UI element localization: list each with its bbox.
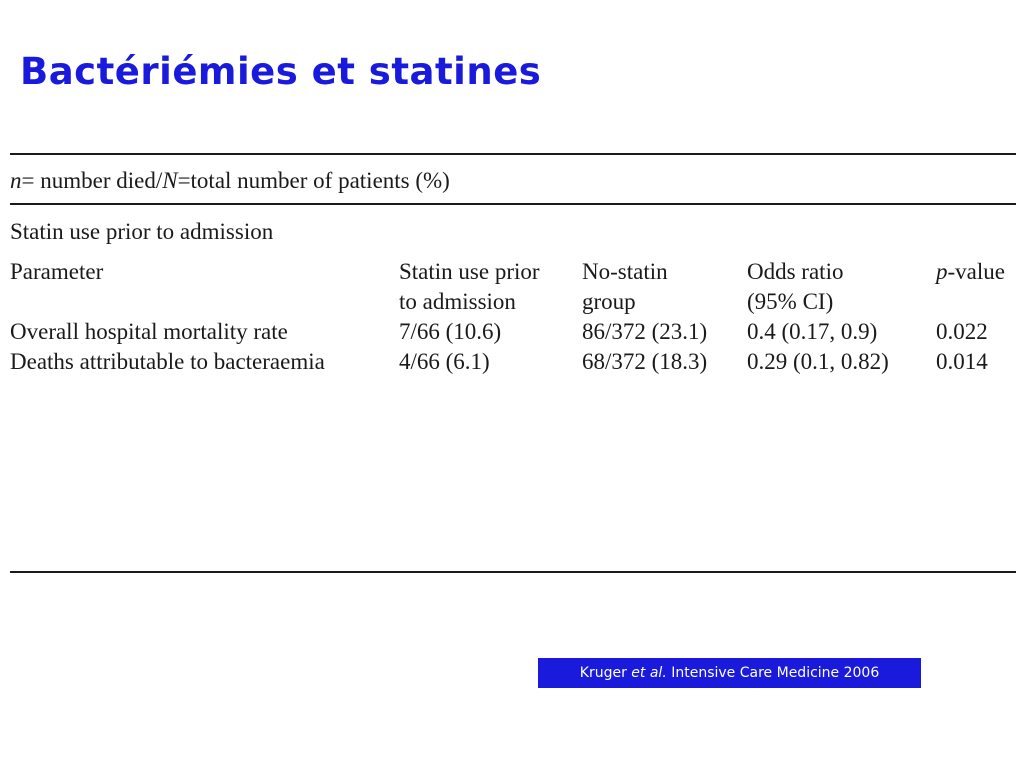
section-label: Statin use prior to admission [10,219,274,244]
table-bottom-rule [10,571,1016,573]
citation-journal: Intensive Care Medicine 2006 [671,665,880,681]
table-body [10,317,1016,377]
citation-author: Kruger [579,665,627,681]
row-statin: 4/66 (6.1) [399,349,490,374]
header-no-statin [582,257,747,317]
header-nostatin-line2: group [582,289,636,314]
row-no-statin: 68/372 (18.3) [582,349,708,374]
header-nostatin-line1: No-statin [582,259,668,284]
header-odds-line2: (95% CI) [747,289,834,314]
caption-N-symbol: N [162,168,178,193]
header-p-value [936,257,1016,317]
row-statin: 7/66 (10.6) [399,319,502,344]
header-statin [399,257,582,317]
table-row [10,347,1016,377]
row-no-statin: 86/372 (23.1) [582,319,708,344]
header-odds-ratio [747,257,936,317]
header-p-suffix: -value [947,259,1005,284]
row-p-value: 0.022 [936,319,988,344]
row-parameter: Deaths attributable to bacteraemia [10,349,325,374]
caption-text-1: = number died/ [21,168,163,193]
table-top-rule [10,153,1016,155]
header-statin-line2: to admission [399,289,516,314]
results-table [10,257,1016,377]
header-parameter: Parameter [10,259,104,284]
caption-text-2: =total number of patients (%) [177,168,450,193]
header-p-symbol: p [936,259,948,284]
header-odds-line1: Odds ratio [747,259,844,284]
header-row [10,257,1016,317]
row-parameter: Overall hospital mortality rate [10,319,288,344]
row-odds-ratio: 0.4 (0.17, 0.9) [747,319,878,344]
citation-etal: et al. [631,665,667,681]
table-header [10,257,1016,317]
row-odds-ratio: 0.29 (0.1, 0.82) [747,349,889,374]
caption-n-symbol: n [10,168,22,193]
table-caption [10,166,450,196]
table-row [10,317,1016,347]
caption-rule [10,203,1016,205]
header-statin-line1: Statin use prior [399,259,540,284]
slide-title: Bactériémies et statines [20,50,542,93]
citation-banner [538,658,921,688]
row-p-value: 0.014 [936,349,988,374]
